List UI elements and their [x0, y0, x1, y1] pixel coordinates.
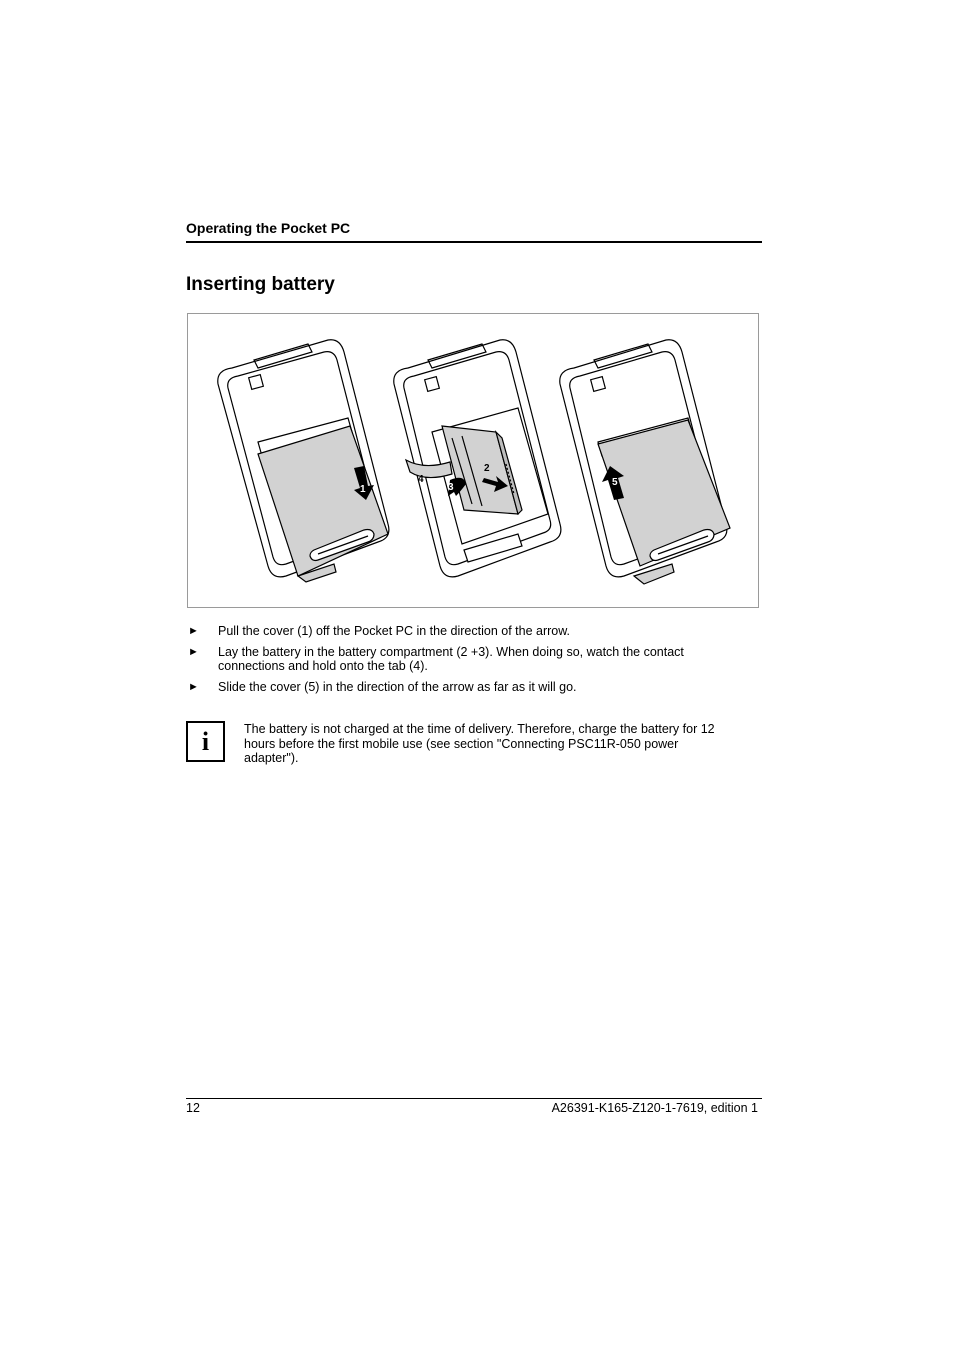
running-header: Operating the Pocket PC: [186, 220, 351, 236]
bullet-arrow-icon: ►: [188, 625, 199, 637]
callout-5: 5: [612, 477, 618, 488]
tab-label-4: [418, 474, 424, 485]
callout-3: 3: [448, 482, 454, 493]
step-text: Slide the cover (5) in the direction of the arrow as far as it will go.: [218, 679, 577, 694]
callout-1: 1: [360, 484, 366, 495]
instruction-list: [188, 624, 728, 700]
callout-4: 4: [418, 474, 424, 485]
device-illustration-2: [394, 340, 561, 577]
list-item: [188, 645, 728, 674]
step-text: Pull the cover (1) off the Pocket PC in the direction of the arrow.: [218, 624, 571, 638]
list-item: [188, 624, 728, 639]
list-item: [188, 680, 728, 695]
device-illustration-3: [560, 340, 730, 584]
page-number: 12: [186, 1101, 200, 1115]
step-text: Lay the battery in the battery compartment (2 +3). When doing so, watch the contact connections and hold onto the tab (4).: [218, 644, 684, 673]
header-rule: [186, 241, 762, 243]
bullet-arrow-icon: ►: [188, 680, 199, 693]
info-icon: i: [186, 721, 225, 762]
device-illustration-1: [218, 340, 389, 582]
bullet-arrow-icon: ►: [188, 645, 199, 658]
battery-insertion-figure: [187, 313, 759, 608]
document-id: A26391-K165-Z120-1-7619, edition 1: [551, 1101, 758, 1115]
callout-2: 2: [484, 463, 490, 474]
note-text: The battery is not charged at the time of delivery. Therefore, charge the battery for 12 hours before the first mobile use (see section "Connecting PSC11R-050 power adapter").: [244, 722, 715, 765]
section-title: Inserting battery: [186, 274, 335, 295]
footer-rule: [186, 1098, 762, 1099]
